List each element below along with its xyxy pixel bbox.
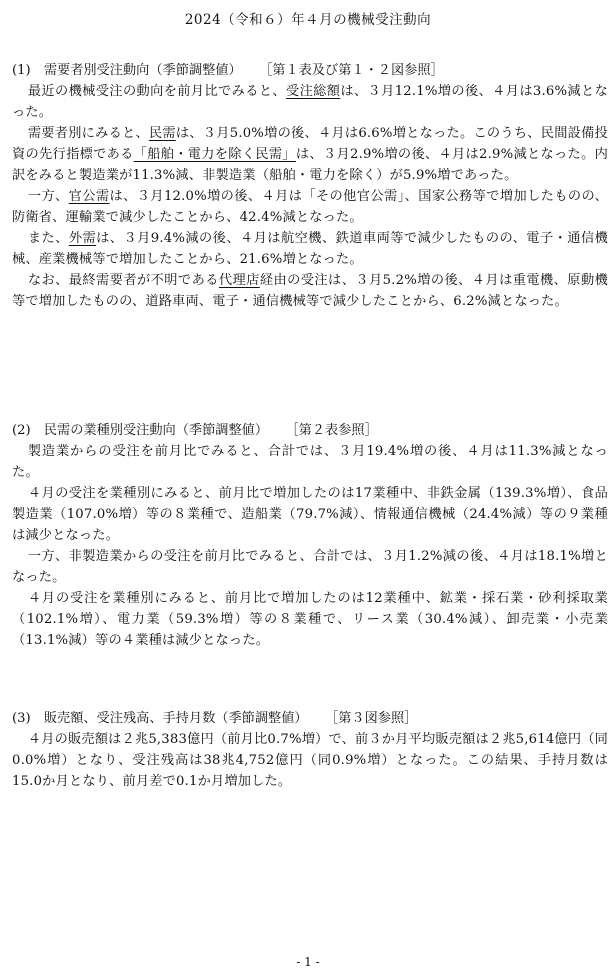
keyword-public-demand: 官公需 bbox=[68, 189, 110, 204]
text: なお、最終需要者が不明である bbox=[27, 273, 219, 288]
section-heading bbox=[12, 60, 608, 81]
paragraph bbox=[12, 228, 608, 270]
text: は、３月5.0%増の後、４月は6.6%増となった。このうち、民間設備投資の先行指標である bbox=[12, 126, 608, 162]
section-heading-text: (2) 民需の業種別受注動向（季節調整値） bbox=[12, 423, 269, 438]
text: 需要者別にみると、 bbox=[27, 126, 149, 141]
paragraph bbox=[12, 123, 608, 186]
text: 経由の受注は、３月5.2%増の後、４月は重電機、原動機等で増加したものの、道路車両、電子・通信機械等で減少したことから、6.2%減となった。 bbox=[12, 273, 608, 309]
section-private-by-industry bbox=[12, 420, 608, 651]
text: 最近の機械受注の動向を前月比でみると、 bbox=[27, 84, 286, 99]
paragraph: 製造業からの受注を前月比でみると、合計では、３月19.4%増の後、４月は11.3%減となった。 bbox=[12, 444, 608, 480]
keyword-private-demand: 民需 bbox=[148, 126, 176, 141]
paragraph: ４月の受注を業種別にみると、前月比で増加したのは17業種中、非鉄金属（139.3%増）、食品製造業（107.0%増）等の８業種で、造船業（79.7%減）、情報通信機械（24.4%減）等の９業種は減少となった。 bbox=[12, 486, 608, 543]
paragraph: ４月の販売額は２兆5,383億円（前月比0.7%増）で、前３か月平均販売額は２兆5,614億円（同0.0%増）となり、受注残高は38兆4,752億円（同0.9%増）となった。この結果、手持月数は15.0か月となり、前月差で0.1か月増加した。 bbox=[12, 732, 608, 789]
section-heading-text: (1) 需要者別受注動向（季節調整値） bbox=[12, 63, 242, 78]
section-reference: ［第３図参照］ bbox=[331, 711, 418, 726]
paragraph bbox=[12, 81, 608, 123]
page-number: - 1 - bbox=[296, 955, 320, 969]
page-title: 2024（令和６）年４月の機械受注動向 bbox=[184, 12, 432, 28]
section-reference: ［第２表参照］ bbox=[292, 423, 378, 438]
text: 一方、 bbox=[27, 189, 69, 204]
section-reference: ［第１表及び第１・２図参照］ bbox=[265, 63, 444, 78]
keyword-private-excl-ships-power: 「船舶・電力を除く民需」 bbox=[133, 147, 296, 162]
section-demand-by-sector bbox=[12, 60, 608, 312]
text: は、３月12.0%増の後、４月は「その他官公需」、国家公務等で増加したものの、防衛省、運輸業で減少したことから、42.4%減となった。 bbox=[12, 189, 609, 225]
text: は、３月9.4%減の後、４月は航空機、鉄道車両等で減少したものの、電子・通信機械、産業機械等で増加したことから、21.6%増となった。 bbox=[12, 231, 608, 267]
paragraph bbox=[12, 270, 608, 312]
section-heading bbox=[12, 420, 608, 441]
text: は、３月12.1%増の後、４月は3.6%減となった。 bbox=[12, 84, 608, 120]
section-heading-text: (3) 販売額、受注残高、手持月数（季節調整値） bbox=[12, 711, 308, 726]
paragraph: ４月の受注を業種別にみると、前月比で増加したのは12業種中、鉱業・採石業・砂利採取業（102.1%増）、電力業（59.3%増）等の８業種で、リース業（30.4%減）、卸売業・小売業（13.1%減）等の４業種は減少となった。 bbox=[12, 591, 608, 648]
paragraph bbox=[12, 186, 608, 228]
paragraph: 一方、非製造業からの受注を前月比でみると、合計では、３月1.2%減の後、４月は18.1%増となった。 bbox=[12, 549, 608, 585]
text: また、 bbox=[27, 231, 69, 246]
keyword-external-demand: 外需 bbox=[68, 231, 97, 246]
keyword-total-orders: 受注総額 bbox=[286, 84, 341, 99]
text: は、３月2.9%増の後、４月は2.9%減となった。内訳をみると製造業が11.3%減、非製造業（船舶・電力を除く）が5.9%増であった。 bbox=[12, 147, 608, 183]
section-sales-backlog bbox=[12, 708, 608, 792]
keyword-agencies: 代理店 bbox=[218, 273, 260, 288]
section-heading bbox=[12, 708, 608, 729]
